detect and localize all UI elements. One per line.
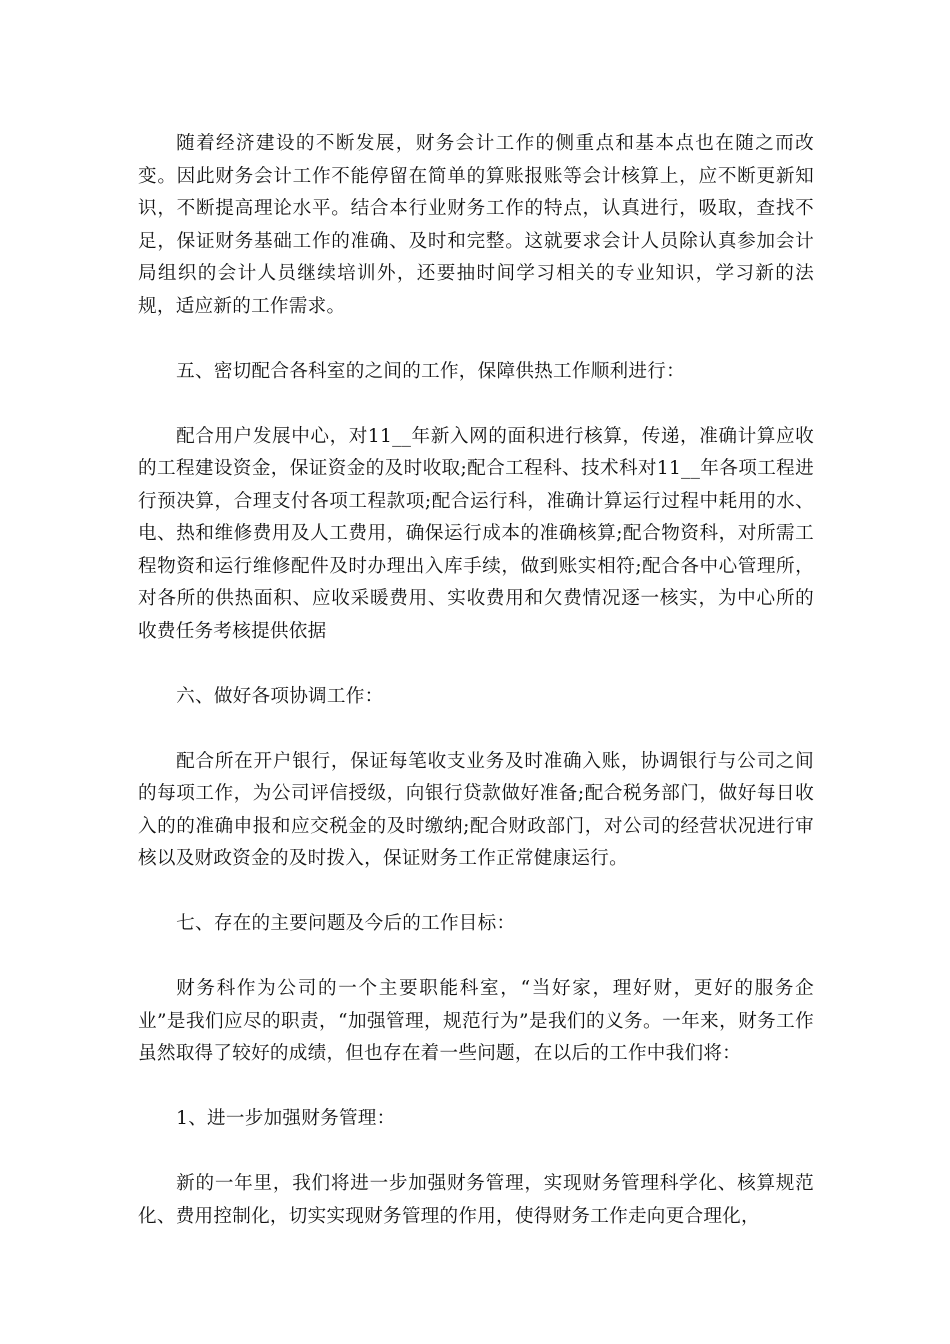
paragraph-bank-tax-coordination: 配合所在开户银行，保证每笔收支业务及时准确入账，协调银行与公司之间的每项工作，为公司评信授级，向银行贷款做好准备;配合税务部门，做好每日收入的的准确申报和应交税金的及时缴纳;配合财政部门，对公司的经营状况进行审核以及财政资金的及时拨入，保证财务工作正常健康运行。: [138, 750, 814, 869]
paragraph-financial-development: 随着经济建设的不断发展，财务会计工作的侧重点和基本点也在随之而改变。因此财务会计工作不能停留在简单的算账报账等会计核算上，应不断更新知识，不断提高理论水平。结合本行业财务工作的特点，认真进行，吸取，查找不足，保证财务基础工作的准确、及时和完整。这就要求会计人员除认真参加会计局组织的会计人员继续培训外，还要抽时间学习相关的专业知识，学习新的法规，适应新的工作需求。: [138, 133, 814, 317]
document-body: [138, 128, 814, 1266]
paragraph-financial-management: 新的一年里，我们将进一步加强财务管理，实现财务管理科学化、核算规范化、费用控制化，切实实现财务管理的作用，使得财务工作走向更合理化，: [138, 1173, 814, 1227]
paragraph-main-problems: 财务科作为公司的一个主要职能科室，“当好家，理好财，更好的服务企业”是我们应尽的职责，“加强管理，规范行为”是我们的义务。一年来，财务工作虽然取得了较好的成绩，但也存在着一些问题，在以后的工作中我们将：: [138, 978, 814, 1064]
section-heading-five: 五、密切配合各科室的之间的工作，保障供热工作顺利进行：: [176, 360, 685, 382]
section-heading-six: 六、做好各项协调工作：: [176, 685, 384, 707]
paragraph-department-coordination: 配合用户发展中心，对11__年新入网的面积进行核算，传递，准确计算应收的工程建设资金，保证资金的及时收取;配合工程科、技术科对11__年各项工程进行预决算，合理支付各项工程款项;配合运行科，准确计算运行过程中耗用的水、电、热和维修费用及人工费用，确保运行成本的准确核算;配合物资科，对所需工程物资和运行维修配件及时办理出入库手续，做到账实相符;配合各中心管理所，对各所的供热面积、应收采暖费用、实收费用和欠费情况逐一核实，为中心所的收费任务考核提供依据: [138, 425, 814, 642]
section-heading-seven: 七、存在的主要问题及今后的工作目标：: [176, 913, 516, 934]
subsection-heading-one: 1、进一步加强财务管理：: [176, 1108, 396, 1129]
